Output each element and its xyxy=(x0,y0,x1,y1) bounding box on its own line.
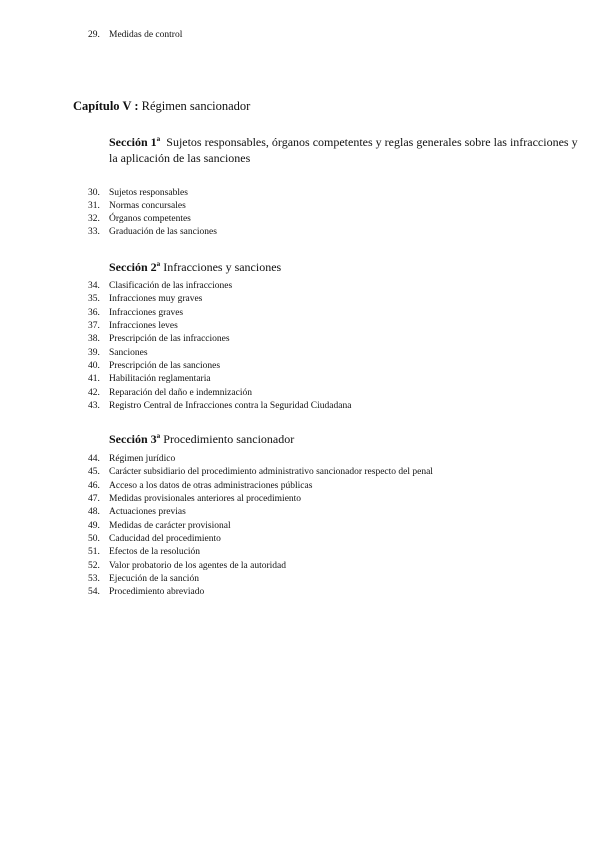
chapter-label: Capítulo V : xyxy=(73,99,139,113)
item-text: Medidas provisionales anteriores al procedimiento xyxy=(109,494,302,504)
item-number: 31. xyxy=(88,201,100,211)
item-number: 44. xyxy=(88,454,100,464)
list-item xyxy=(88,533,221,545)
item-number: 45. xyxy=(88,467,100,477)
list-item xyxy=(88,560,286,572)
item-text: Prescripción de las infracciones xyxy=(109,334,230,344)
item-number: 35. xyxy=(88,294,100,304)
chapter-heading xyxy=(73,99,250,114)
item-number: 51. xyxy=(88,547,100,557)
item-number: 39. xyxy=(88,348,100,358)
item-text: Sujetos responsables xyxy=(109,188,188,198)
item-text: Medidas de control xyxy=(109,30,183,40)
list-item xyxy=(88,453,175,465)
item-text: Acceso a los datos de otras administraciones públicas xyxy=(109,481,313,491)
list-item xyxy=(88,466,433,478)
section-title: Procedimiento sancionador xyxy=(163,432,295,446)
item-text: Caducidad del procedimiento xyxy=(109,534,221,544)
list-item xyxy=(88,400,351,412)
item-text: Clasificación de las infracciones xyxy=(109,281,233,291)
list-item xyxy=(88,387,252,399)
item-text: Infracciones leves xyxy=(109,321,178,331)
item-text: Actuaciones previas xyxy=(109,507,186,517)
list-item xyxy=(88,493,301,505)
list-item xyxy=(88,280,232,292)
item-number: 34. xyxy=(88,281,100,291)
section-title: Sujetos responsables, órganos competentes y reglas generales sobre las infracciones y la aplicación de las sanciones xyxy=(109,135,578,165)
item-number: 46. xyxy=(88,481,100,491)
item-number: 40. xyxy=(88,361,100,371)
item-number: 54. xyxy=(88,587,100,597)
item-number: 38. xyxy=(88,334,100,344)
list-item xyxy=(88,546,200,558)
item-text: Régimen jurídico xyxy=(109,454,176,464)
item-number: 36. xyxy=(88,308,100,318)
list-item xyxy=(88,506,186,518)
list-item xyxy=(88,360,220,372)
item-text: Efectos de la resolución xyxy=(109,547,201,557)
item-number: 53. xyxy=(88,574,100,584)
item-text: Normas concursales xyxy=(109,201,186,211)
item-text: Procedimiento abreviado xyxy=(109,587,205,597)
item-number: 30. xyxy=(88,188,100,198)
item-text: Infracciones graves xyxy=(109,308,184,318)
item-number: 52. xyxy=(88,561,100,571)
list-item xyxy=(88,293,202,305)
item-number: 48. xyxy=(88,507,100,517)
section-title: Infracciones y sanciones xyxy=(163,260,282,274)
item-number: 37. xyxy=(88,321,100,331)
item-text: Graduación de las sanciones xyxy=(109,227,217,237)
item-text: Prescripción de las sanciones xyxy=(109,361,221,371)
item-number: 29. xyxy=(88,30,100,40)
list-item xyxy=(88,333,230,345)
item-number: 32. xyxy=(88,214,100,224)
item-number: 43. xyxy=(88,401,100,411)
list-item xyxy=(88,586,204,598)
list-item xyxy=(88,347,148,359)
list-item xyxy=(88,213,191,225)
list-item xyxy=(88,373,211,385)
item-text: Valor probatorio de los agentes de la autoridad xyxy=(109,561,287,571)
list-item xyxy=(88,187,188,199)
list-item xyxy=(88,200,186,212)
item-number: 33. xyxy=(88,227,100,237)
list-item xyxy=(88,307,183,319)
section-label: Sección 2ª xyxy=(109,260,161,274)
item-number: 49. xyxy=(88,521,100,531)
chapter-title: Régimen sancionador xyxy=(141,99,251,113)
item-number: 42. xyxy=(88,388,100,398)
section-label: Sección 3ª xyxy=(109,432,161,446)
list-item xyxy=(88,29,182,41)
item-text: Órganos competentes xyxy=(109,214,191,224)
item-text: Infracciones muy graves xyxy=(109,294,203,304)
section-heading xyxy=(109,134,579,166)
item-text: Habilitación reglamentaria xyxy=(109,374,211,384)
list-item xyxy=(88,320,178,332)
item-text: Carácter subsidiario del procedimiento administrativo sancionador respecto del penal xyxy=(109,467,433,477)
item-number: 47. xyxy=(88,494,100,504)
list-item xyxy=(88,520,231,532)
list-item xyxy=(88,573,199,585)
item-text: Reparación del daño e indemnización xyxy=(109,388,252,398)
item-text: Ejecución de la sanción xyxy=(109,574,199,584)
item-text: Registro Central de Infracciones contra la Seguridad Ciudadana xyxy=(109,401,352,411)
list-item xyxy=(88,226,217,238)
item-text: Sanciones xyxy=(109,348,148,358)
list-item xyxy=(88,480,312,492)
section-label: Sección 1ª xyxy=(109,135,161,149)
item-number: 50. xyxy=(88,534,100,544)
section-heading xyxy=(109,259,281,275)
section-heading xyxy=(109,431,294,447)
item-number: 41. xyxy=(88,374,100,384)
item-text: Medidas de carácter provisional xyxy=(109,521,231,531)
